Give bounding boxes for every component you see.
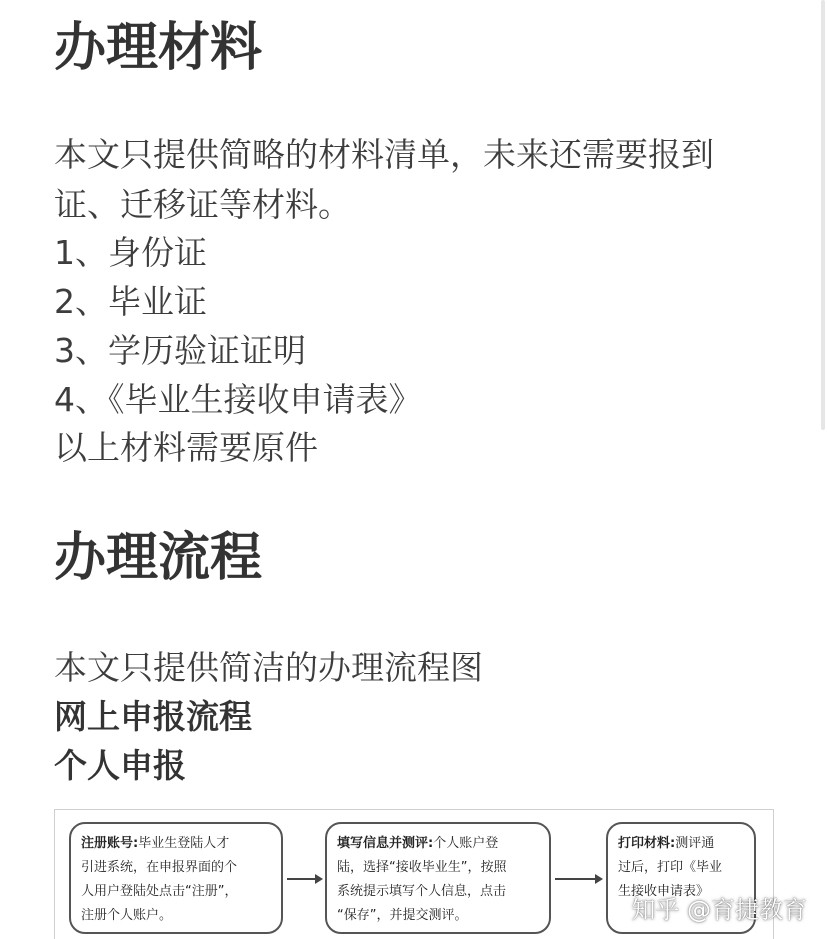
process-subtitle-online: 网上申报流程 <box>54 697 252 736</box>
materials-intro-line-1: 本文只提供简略的材料清单，未来还需要报到 <box>54 135 714 174</box>
scrollbar[interactable] <box>821 0 825 430</box>
flow-step-fill-info-line4: “保存”，并提交测评。 <box>337 908 468 923</box>
flow-step-register-line4: 注册个人账户。 <box>81 908 173 923</box>
flow-step-register-line2: 引进系统，在申报界面的个 <box>81 860 238 875</box>
flow-arrow-2 <box>555 878 601 880</box>
materials-item-1: 1、身份证 <box>54 233 207 272</box>
flow-step-register-label: 注册账号: <box>81 836 139 851</box>
flow-arrow-1 <box>287 878 321 880</box>
section-title-materials: 办理材料 <box>54 18 263 78</box>
flow-step-print-line2: 过后，打印《毕业 <box>618 860 723 875</box>
materials-item-2: 2、毕业证 <box>54 282 207 321</box>
flow-step-fill-info <box>325 822 551 934</box>
zhihu-watermark: 知乎 @育捷教育 <box>631 896 807 924</box>
flow-step-print-line3: 生接收申请表》 <box>618 884 710 899</box>
flow-step-register-line3: 人用户登陆处点击“注册”， <box>81 884 238 899</box>
flow-step-register <box>69 822 283 934</box>
flow-step-fill-info-line3: 系统提示填写个人信息，点击 <box>337 884 507 899</box>
flow-step-print-text: 测评通 <box>675 836 715 851</box>
process-subtitle-personal: 个人申报 <box>54 746 186 785</box>
flow-step-register-text: 毕业生登陆人才 <box>138 836 230 851</box>
materials-item-3: 3、学历验证证明 <box>54 331 306 370</box>
flow-step-fill-info-label: 填写信息并测评: <box>337 836 434 851</box>
materials-note: 以上材料需要原件 <box>54 428 318 467</box>
materials-intro-line-2: 证、迁移证等材料。 <box>54 185 351 224</box>
flow-step-fill-info-text: 个人账户登 <box>433 836 499 851</box>
process-intro: 本文只提供简洁的办理流程图 <box>54 648 483 687</box>
section-title-process: 办理流程 <box>54 528 263 588</box>
flow-step-fill-info-line2: 陆，选择“接收毕业生”，按照 <box>337 860 507 875</box>
materials-item-4: 4、《毕业生接收申请表》 <box>54 380 422 419</box>
flow-step-print-label: 打印材料: <box>618 836 676 851</box>
